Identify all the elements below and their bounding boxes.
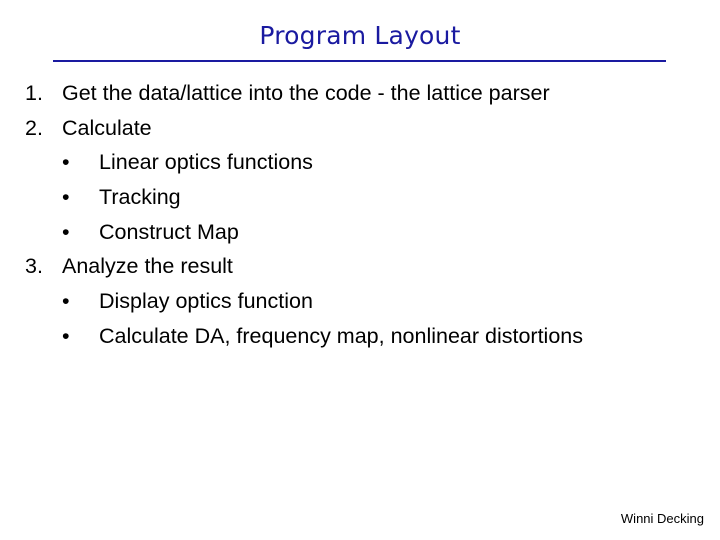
- sub-item-text: Linear optics functions: [99, 150, 313, 175]
- author-footer: Winni Decking: [620, 511, 704, 526]
- bullet-marker: •: [62, 219, 70, 244]
- sub-item-text: Tracking: [99, 185, 181, 210]
- bullet-marker: •: [62, 289, 70, 314]
- bullet-marker: •: [62, 323, 70, 348]
- bullet-marker: •: [62, 185, 70, 210]
- sub-list-item: [0, 145, 720, 180]
- list-item: [0, 249, 720, 284]
- item-text: Get the data/lattice into the code - the lattice parser: [62, 81, 550, 105]
- sub-item-text: Construct Map: [99, 219, 239, 244]
- sub-list-item: [0, 180, 720, 215]
- item-number: 3.: [25, 254, 43, 279]
- list-item: [0, 111, 720, 146]
- list-item: [0, 76, 720, 111]
- sub-list-item: [0, 215, 720, 250]
- item-number: 2.: [25, 115, 43, 140]
- sub-item-text: Display optics function: [99, 289, 313, 314]
- sub-list-item: [0, 319, 720, 354]
- sub-list-item: [0, 284, 720, 319]
- outline-list: [0, 76, 720, 354]
- item-text: Calculate: [62, 115, 152, 140]
- sub-item-text: Calculate DA, frequency map, nonlinear distortions: [99, 323, 584, 348]
- bullet-marker: •: [62, 150, 70, 175]
- item-text: Analyze the result: [62, 254, 233, 279]
- title-underline: [53, 60, 666, 62]
- item-number: 1.: [25, 81, 43, 105]
- slide-title: Program Layout: [259, 21, 461, 50]
